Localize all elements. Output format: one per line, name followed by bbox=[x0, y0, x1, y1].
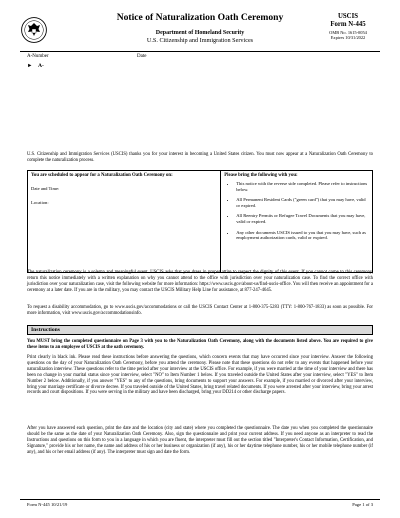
intro-paragraph: U.S. Citizenship and Immigration Services (USCIS) thanks you for your interest in becoming a United States citizen. You must now appear at a Naturalization Oath Ceremony to complete the naturalization process. bbox=[27, 152, 373, 163]
form-org: USCIS bbox=[337, 13, 359, 20]
date-time-label: Date and Time: bbox=[31, 186, 60, 191]
department-name: Department of Homeland Security bbox=[155, 30, 245, 36]
bring-item: • All Permanent Resident Cards ("green card") that you may have, valid or expired. bbox=[236, 197, 369, 208]
agency-name: U.S. Citizenship and Immigration Services bbox=[146, 37, 254, 44]
instructions-paragraph-1: Print clearly in black ink. Please read these instructions before answering the questions, which concern events that may have occurred since your interview. Answer the following questions on the day of your Naturalization Oath Ceremony, before you attend the ceremony. Please note that these questions do not refer to any events that happened before your naturalization interview. These questions refer to the time period after your interview at the USCIS office. For example, if you were married at the time of your interview and there has been no change in your marital status since your interview, select "NO" to Item Number 1 below. If you traveled outside the United States after your interview, select "YES" to Item Number 2 below. Additionally, if you answer "YES" to any of the questions, bring documents to support your answers. For example, if you married or divorced after your interview, bring your marriage certificate or divorce decree. If you traveled outside of the United States, bring travel related documents. If you were arrested after your interview, bring your arrest records and court dispositions. If you were serving in the military and have been discharged, bring your DD214 or other discharge papers. bbox=[27, 355, 373, 396]
a-number-prefix: A- bbox=[37, 63, 44, 69]
expiration-date: Expires 10/31/2022 bbox=[330, 35, 366, 41]
instructions-required-notice: You MUST bring the completed questionnaire on Page 3 with you to the Naturalization Oath Ceremony, along with the documents listed above. You are required to give these items to an employee of USCIS at the oath ceremony. bbox=[27, 339, 373, 350]
omb-block bbox=[318, 30, 378, 41]
document-title: Notice of Naturalization Oath Ceremony bbox=[116, 12, 284, 23]
header-divider bbox=[20, 51, 380, 52]
bring-heading: Please bring the following with you: bbox=[224, 173, 298, 178]
schedule-table bbox=[27, 170, 373, 273]
a-number-label: A-Number bbox=[27, 54, 49, 59]
schedule-right-cell bbox=[221, 171, 373, 273]
bring-list bbox=[224, 181, 369, 241]
form-id-block bbox=[318, 13, 378, 29]
location-label: Location: bbox=[31, 200, 49, 205]
footer-divider bbox=[20, 499, 380, 500]
accommodation-paragraph: To request a disability accommodation, go to www.uscis.gov/accommodations or call the USCIS Contact Center at 1-800-375-5283 (TTY: 1-800-767-1833) as soon as possible. For more information, visit www.uscis.gov/accommodationsinfo. bbox=[27, 305, 373, 316]
instructions-paragraph-2: After you have answered each question, print the date and the location (city and state) where you completed the questionnaire. The date you when you completed the questionnaire should be the same as the date of your Naturalization Oath Ceremony. Also, sign the questionnaire and print your current address. If you need anyone as an interpreter to read the Instructions and questions on this form to you in a language in which you are fluent, the interpreter must fill out the section titled "Interpreter's Contact Information, Certification, and Signature," provide his or her name, the name and address of his or her business or organization (if any), his or her daytime telephone number, his or her mobile telephone number (if any), and his or her email address (if any). The interpreter must sign and date the form. bbox=[27, 426, 373, 455]
omb-number: OMB No. 1615-0054 bbox=[329, 30, 367, 35]
date-label: Date bbox=[137, 54, 147, 59]
ceremony-paragraph: The naturalization ceremony is a solemn and meaningful event. USCIS asks that you dress in proper attire to respect the dignity of this event. If you cannot come to this ceremony, return this notice immediately with a written explanation on why you cannot attend to the office with jurisdiction over your naturalization case. To find the correct office with jurisdiction over your naturalization case, visit the following website for more information: https://www.uscis.gov/about-us/find-uscis-office. You will then receive an appointment for a ceremony at a later date. If you are in the military, you may contact the USCIS Military Help Line for assistance, at 877-247-4645. bbox=[27, 270, 373, 293]
form-number: Form N-445 bbox=[330, 21, 366, 29]
page-number: Page 1 of 3 bbox=[352, 502, 373, 507]
schedule-heading: You are scheduled to appear for a Naturalization Oath Ceremony on: bbox=[31, 173, 173, 178]
schedule-left-cell bbox=[28, 171, 221, 273]
footer-form-id: Form N-445 10/21/19 bbox=[27, 502, 68, 507]
a-number-field bbox=[27, 63, 44, 69]
bring-item: • Any other documents USCIS issued to you that you may have, such as employment authorization cards, valid or expired. bbox=[236, 230, 369, 241]
bring-item: • This notice with the reverse side completed. Please refer to instructions below. bbox=[236, 181, 369, 192]
bring-item: • All Reentry Permits or Refugee Travel Documents that you may have, valid or expired. bbox=[236, 213, 369, 224]
pointer-arrow-icon: ► bbox=[27, 63, 33, 69]
instructions-heading: Instructions bbox=[27, 325, 373, 335]
